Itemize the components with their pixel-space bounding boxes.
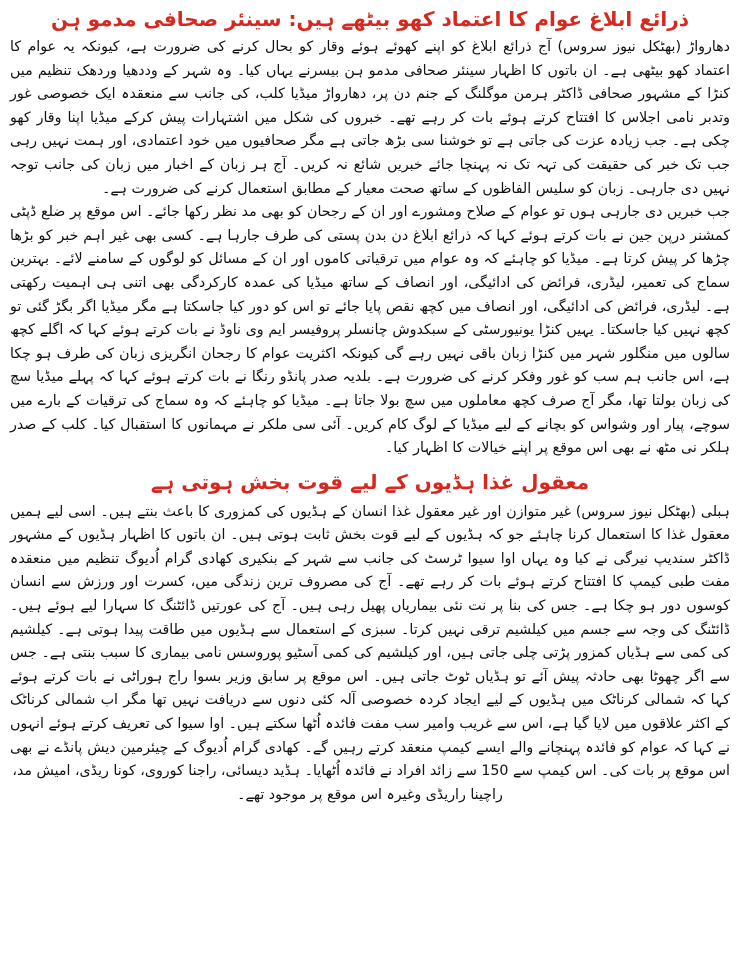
article2-closing-line: راچینا راریڈی وغیرہ اس موقع پر موجود تھے۔ bbox=[237, 786, 503, 803]
article1-headline: ذرائع ابلاغ عوام کا اعتماد کھو بیٹھے ہیں: سینئر صحافی مدمو ہن bbox=[50, 7, 690, 31]
article1-body bbox=[8, 36, 732, 461]
article2-paragraph-1: ہبلی (بھٹکل نیوز سروس) غیر متوازن اور غیر معقول غذا انسان کے ہڈیوں کی کمزوری کا باعث بنتے ہیں۔ اسی لیے ہمیں معقول غذا کا استعمال کرنا چاہئے جو کہ ہڈیوں کے لیے قوت بخش ثابت ہوتی ہیں۔ ان باتوں کا اظہار ہڈیوں کے مشہور ڈاکٹر سندیپ نیرگی نے کیا وہ یہاں اوا سیوا ٹرسٹ کی جانب سے شہر کے بنکیری کھادی گرام اُدیوگ تنظیم میں منعقدہ مفت طبی کیمپ کا افتتاح کرتے ہوئے بات کر رہے تھے۔ آج کی مصروف ترین زندگی میں، کسرت اور ورزش سے انسان کوسوں دور ہو چکا ہے۔ جس کی بنا پر نت نئی بیماریاں پھیل رہی ہیں۔ آج کی عورتیں ڈائٹنگ کا سہارا لیے ہوئے ہیں۔ ڈائٹنگ کی وجہ سے جسم میں کیلشیم ترقی نہیں کرتا۔ سبزی کے استعمال سے ہڈیوں میں طاقت پیدا ہوتی ہے۔ کیلشیم کی کمی سے ہڈیاں کمزور پڑتی چلی جاتی ہیں، اور کیلشیم کی کمی آسٹیو پوروسس نامی بیماری کا سبب بنتی ہے۔ جس سے اگر چھوٹا بھی حادثہ پیش آئے تو ہڈیاں ٹوٹ جاتی ہیں۔ اس موقع پر سابق وزیر بسوا راج ہوراٹی نے بات کرتے ہوئے کہا کہ شمالی کرناٹک میں ہڈیوں کے لیے ایجاد کردہ خصوصی آلہ کئی دنوں سے دریافت نہیں تھا مگر اب شمالی کرناٹک کے اکثر علاقوں میں لایا گیا ہے، اس سے غریب وامیر سب مفت فائدہ اُٹھا سکتے ہیں۔ اوا سیوا کی تعریف کرتے ہوئے انہوں نے کہا کہ عوام کو فائدہ پہنچانے والے ایسے کیمپ منعقد کرتے رہیں گے۔ کھادی گرام اُدیوگ کے چیئرمین دیش پانڈے نے بھی اس موقع پر بات کی۔ اس کیمپ سے 150 سے زائد افراد نے فائدہ اُٹھایا۔ ہڈید دیسائی، راجنا کوروی، کونا ریڈی، امیش مد، bbox=[10, 503, 730, 780]
newspaper-page bbox=[0, 4, 740, 964]
article2-headline: معقول غذا ہڈیوں کے لیے قوت بخش ہوتی ہے bbox=[150, 469, 590, 494]
article1-paragraph-1: دھارواڑ (بھٹکل نیوز سروس) آج ذرائع ابلاغ کو اپنے کھوئے ہوئے وقار کو بحال کرنے کی ضرورت ہے، کیونکہ یہ عوام کا اعتماد کھو بیٹھی ہے۔ ان باتوں کا اظہار سینئر صحافی مدمو ہن بیسرنے یہاں کیا۔ وہ شہر کے وددھیا وردھک تنظیم میں کنڑا کے مشہور صحافی ڈاکٹر ہرمن موگلنگ کے جنم دن پر، دھارواڑ میڈیا کلب، کی جانب سے منعقدہ ایک خصوصی غور وتدبر نامی اجلاس کا افتتاح کرتے ہوئے بات کر رہے تھے۔ خبروں کی شکل میں اشتہارات پیش کرکے میڈیا اپنا وقار کھو چکی ہے۔ جب زیادہ عزت کی جاتی ہے تو خوشنا سی بڑھ جاتی ہے مگر صحافیوں میں خود اعتمادی، اور ہمت نہیں رہی جب تک خبر کی حقیقت کی تہہ تک نہ پہنچا جائے خبریں شائع نہ کریں۔ آج ہر زبان کے اخبار میں زبان کی جانب توجہ نہیں دی جارہی۔ زبان کو سلیس الفاظوں کے ساتھ صحت معیار کے مطابق استعمال کرنے کی ضرورت ہے۔ bbox=[10, 39, 730, 197]
article1-paragraph-2: جب خبریں دی جارہی ہوں تو عوام کے صلاح ومشورے اور ان کے رجحان کو بھی مد نظر رکھا جائے۔ اس موقع پر ضلع ڈپٹی کمشنر درپن جین نے بات کرتے ہوئے کہا کہ ذرائع ابلاغ دن بدن پستی کی طرف جارہا ہے۔ کسی بھی غیر اہم خبر کو بڑھا چڑھا کر پیش کرتا ہے۔ میڈیا کو چاہئے کہ وہ عوام میں ترقیاتی کاموں اور ان کے مسائل کو لوگوں کے سامنے لائے۔ بہترین سماج کی تعمیر، لیڈری، فرائض کی ادائیگی، اور انصاف کے ساتھ میڈیا کی عمدہ کارکردگی بھی اتنی ہی اہمیت رکھتی ہے۔ لیڈری، فرائض کی ادائیگی، اور انصاف میں کچھ نقص پایا جائے تو اس کو دور کیا جاسکتا ہے مگر میڈیا اگر بگڑ گئی تو کچھ نہیں کیا جاسکتا۔ یہیں کنڑا یونیورسٹی کے سبکدوش چانسلر پروفیسر ایم وی ناوڈ نے بات کرتے ہوئے کہا کہ اگلے کچھ سالوں میں منگلور شہر میں کنڑا زبان باقی نہیں رہے گی کیونکہ اکثریت عوام کا رجحان انگریزی زبان کی طرف ہو چکا ہے، اس جانب ہم سب کو غور وفکر کرنے کی ضرورت ہے۔ بلدیہ صدر پانڈو رنگا نے بات کرتے ہوئے کہا کہ پہلے میڈیا سچ کی زبان بولتا تھا، مگر آج صرف کچھ معاملوں میں سچ بولا جاتا ہے۔ میڈیا کو چاہئے کہ وہ سماج کی ترقیات کے بارے میں سوچے، پیار اور وشواس کو بچانے کے لیے میڈیا کے لوگ کام کریں۔ آئی سی ملکر نے مہمانوں کا استقبال کیا۔ کلب کے صدر ہلکر نی مٹھ نے بھی اس موقع پر اپنے خیالات کا اظہار کیا۔ bbox=[10, 204, 730, 457]
article2-body bbox=[8, 501, 732, 808]
